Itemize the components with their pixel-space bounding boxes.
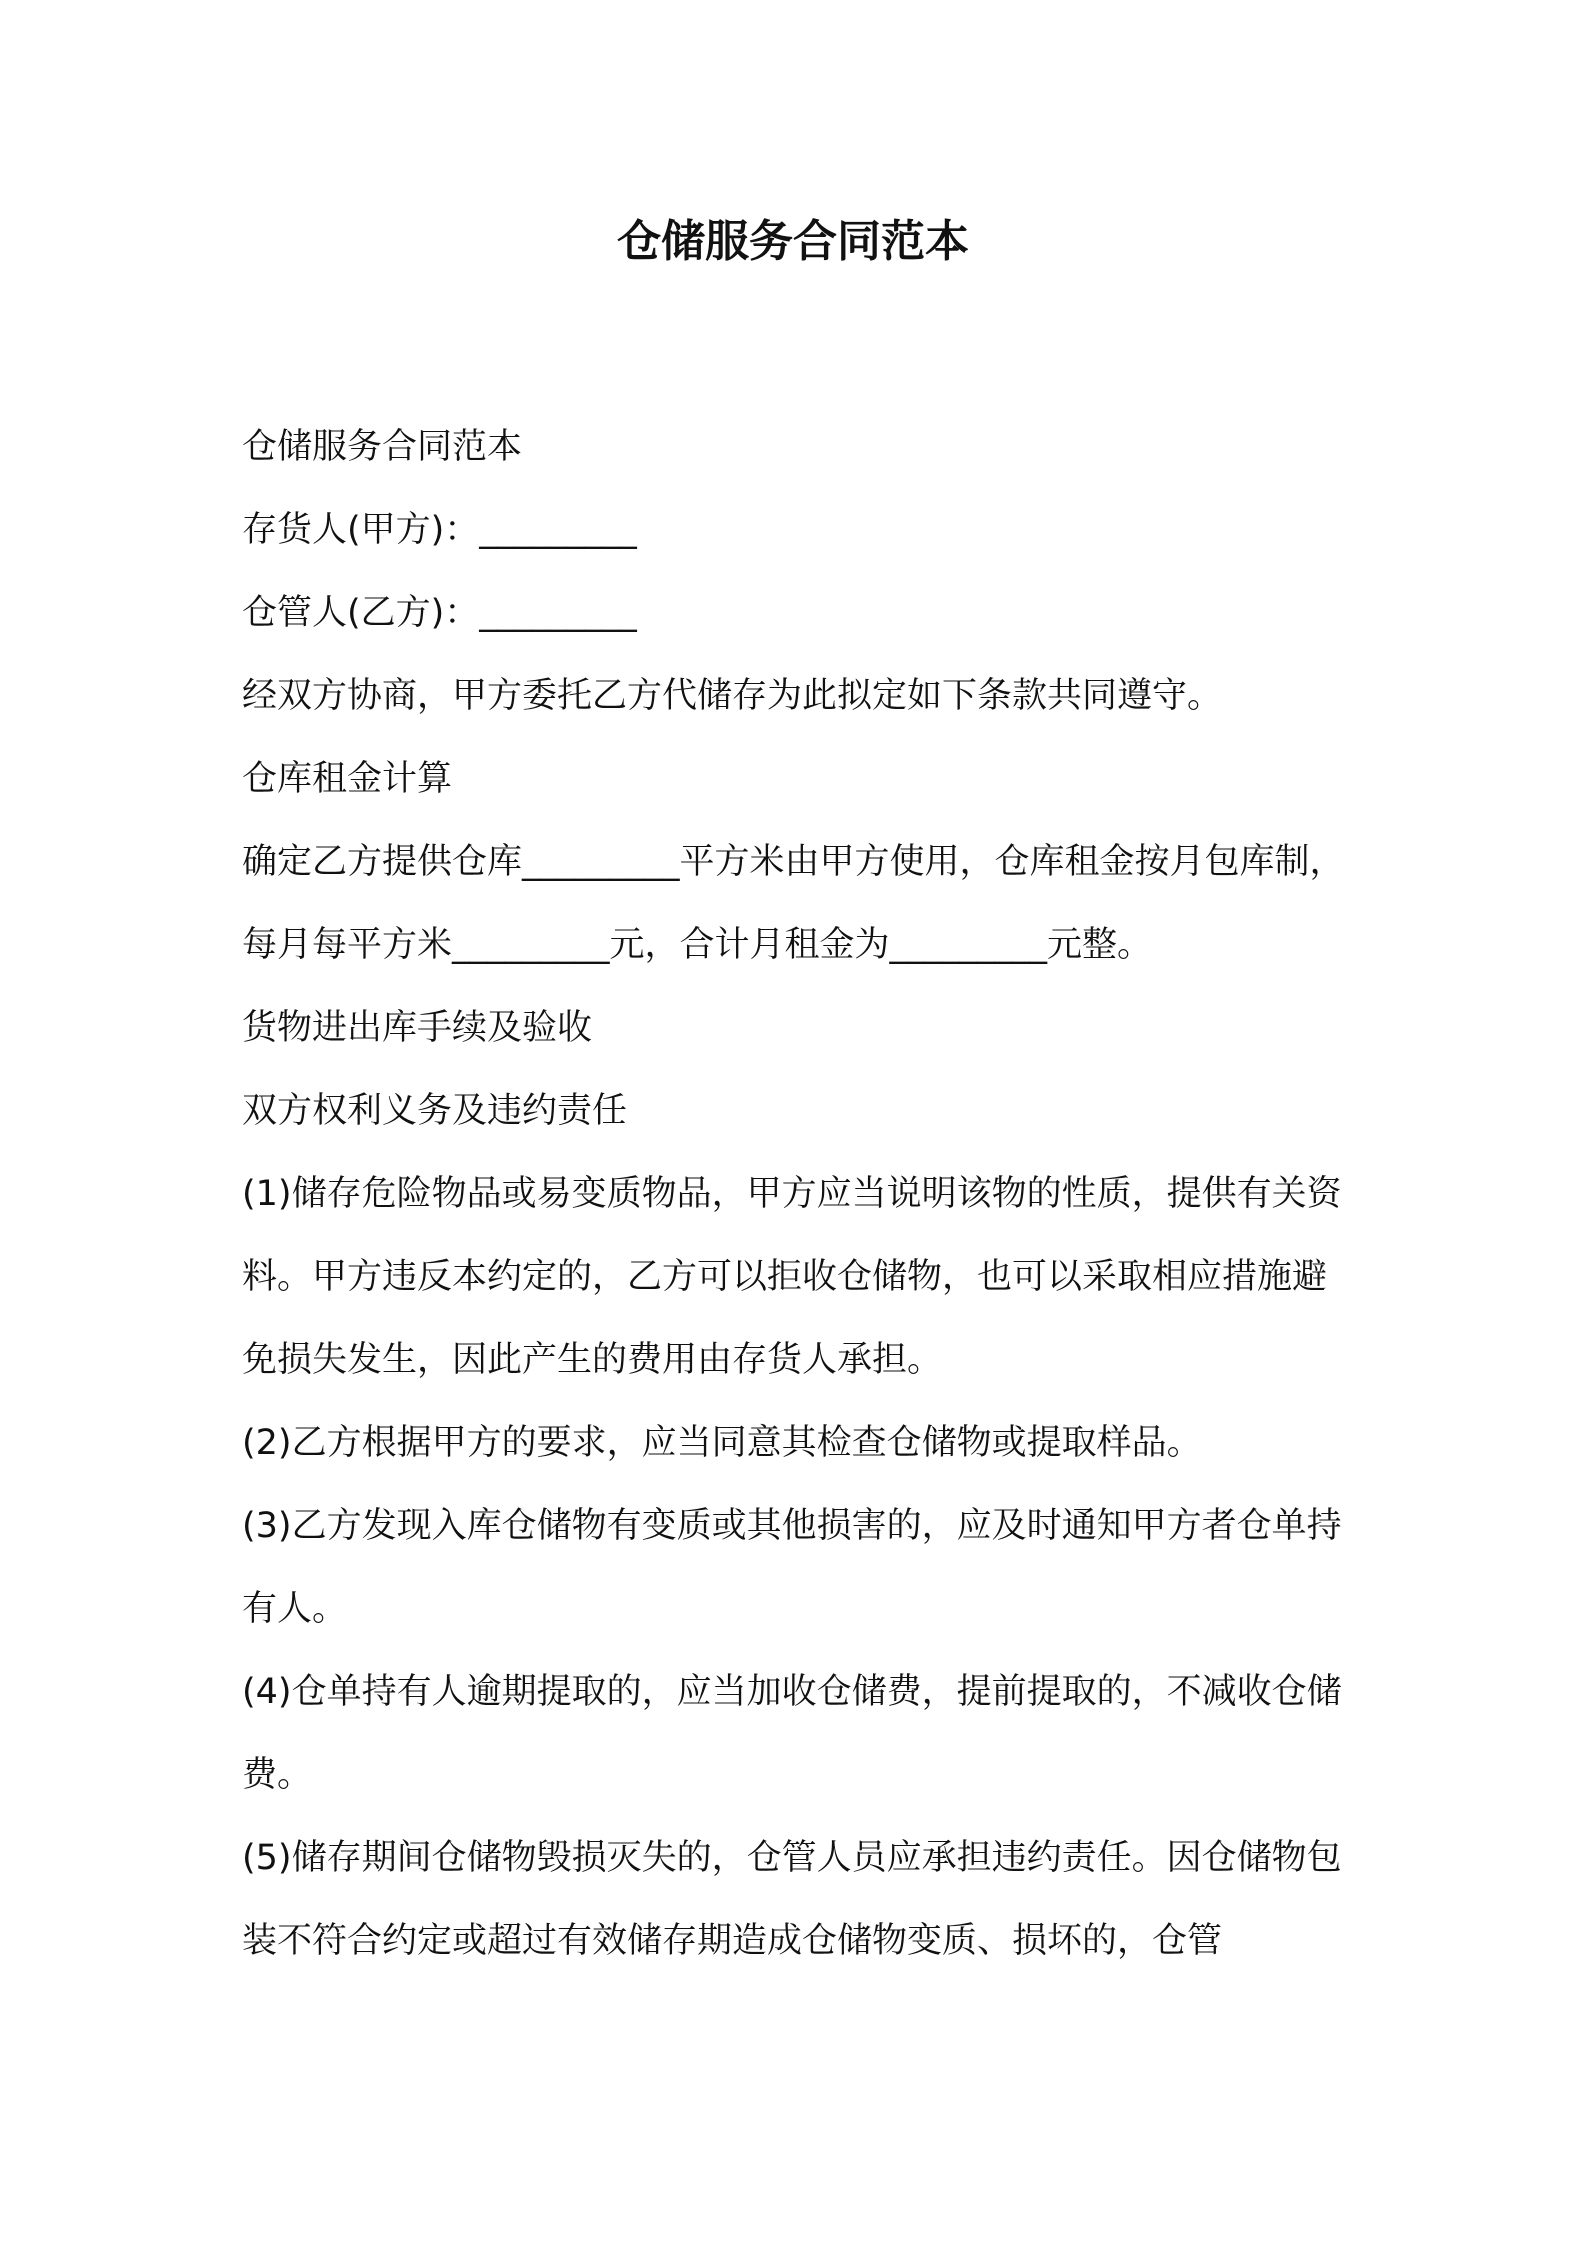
section-heading-rent: 仓库租金计算 [242,759,453,799]
clause-4: (4)仓单持有人逾期提取的，应当加收仓储费，提前提取的，不减收仓储费。 [242,1672,1342,1795]
clause-1: (1)储存危险物品或易变质物品，甲方应当说明该物的性质，提供有关资料。甲方违反本约定的，乙方可以拒收仓储物，也可以采取相应措施避免损失发生，因此产生的费用由存货人承担。 [242,1174,1342,1380]
paragraph-preamble: 经双方协商，甲方委托乙方代储存为此拟定如下条款共同遵守。 [242,676,1223,716]
section-heading-inbound-outbound: 货物进出库手续及验收 [242,1008,593,1048]
paragraph-party-a: 存货人(甲方)：_________ [242,510,637,550]
clause-5: (5)储存期间仓储物毁损灭失的，仓管人员应承担违约责任。因仓储物包装不符合约定或超过有效储存期造成仓储物变质、损坏的，仓管 [242,1838,1342,1961]
document-body [242,406,1352,1983]
clause-2: (2)乙方根据甲方的要求，应当同意其检查仓储物或提取样品。 [242,1423,1202,1463]
clause-3: (3)乙方发现入库仓储物有变质或其他损害的，应及时通知甲方者仓单持有人。 [242,1506,1342,1629]
document-title: 仓储服务合同范本 [617,216,969,267]
paragraph-subtitle: 仓储服务合同范本 [242,427,523,467]
paragraph-party-b: 仓管人(乙方)：_________ [242,593,637,633]
section-heading-rights-obligations: 双方权利义务及违约责任 [242,1091,628,1131]
paragraph-rent-terms: 确定乙方提供仓库_________平方米由甲方使用，仓库租金按月包库制，每月每平方米_________元，合计月租金为_________元整。 [242,842,1345,965]
